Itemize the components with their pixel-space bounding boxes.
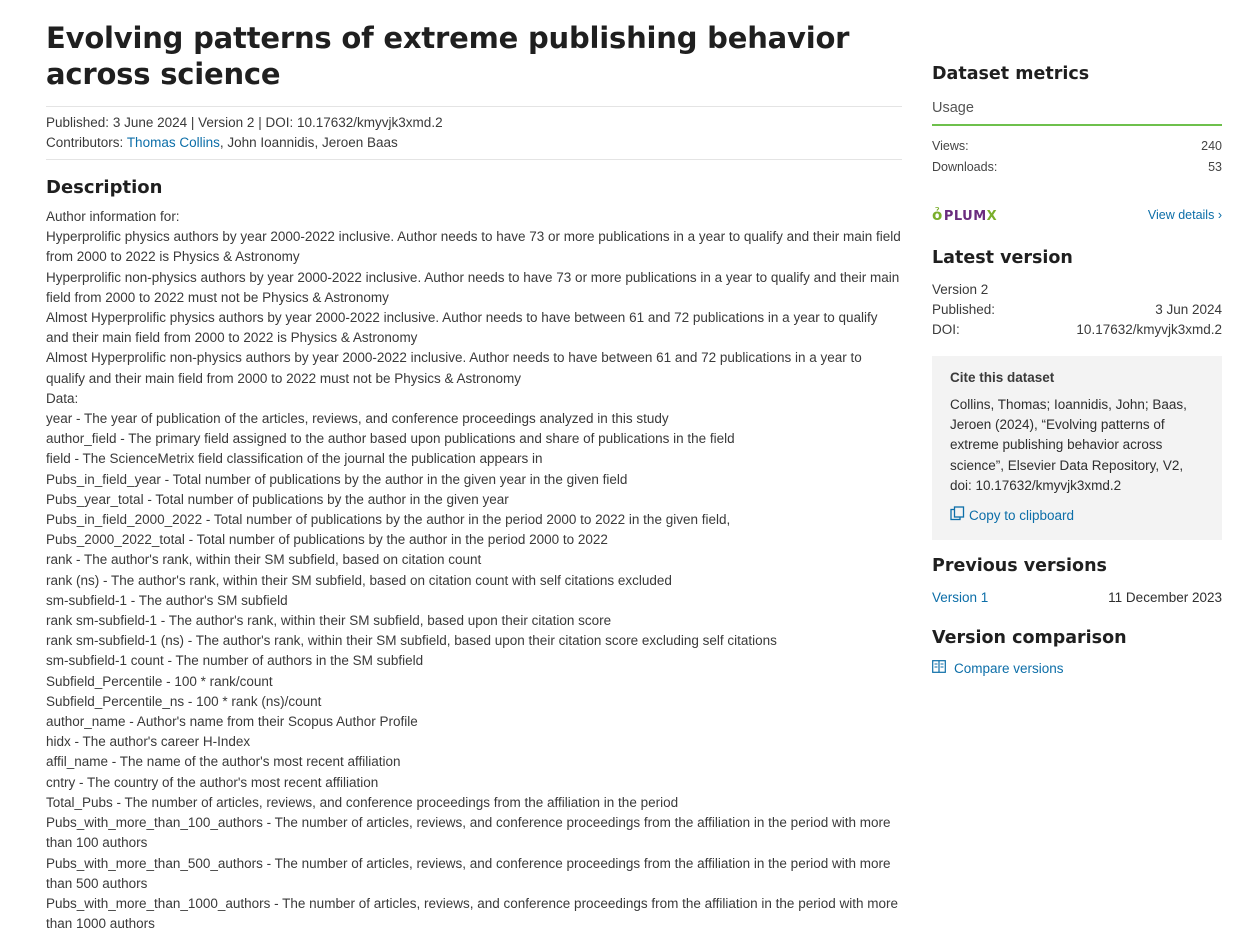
description-line: Pubs_2000_2022_total - Total number of publications by the author in the period 2000 to 2022 <box>46 532 608 548</box>
description-line: Subfield_Percentile_ns - 100 * rank (ns)/count <box>46 693 322 709</box>
view-details-label: View details <box>1147 208 1215 222</box>
views-count: 240 <box>1201 139 1222 153</box>
copy-icon <box>950 506 965 524</box>
doi-label: DOI: <box>265 115 294 130</box>
contributor-name: John Ioannidis <box>227 135 315 150</box>
copy-to-clipboard-button[interactable] <box>950 506 1204 524</box>
description-line: Subfield_Percentile - 100 * rank/count <box>46 673 273 689</box>
version-label: Version 2 <box>198 115 255 130</box>
description-line: Almost Hyperprolific physics authors by year 2000-2022 inclusive. Author needs to have between 61 and 72 publications in a year to qualify and their main field from 2000 to 2022 is Physics & Astronomy <box>46 310 878 346</box>
previous-version-row <box>932 588 1222 608</box>
description-line: sm-subfield-1 - The author's SM subfield <box>46 592 288 608</box>
views-label: Views: <box>932 139 969 153</box>
version-comparison-heading: Version comparison <box>932 628 1127 649</box>
views-row <box>932 136 1222 157</box>
chevron-right-icon: › <box>1217 208 1222 222</box>
copy-label: Copy to clipboard <box>969 507 1075 523</box>
description-line: Pubs_with_more_than_500_authors - The number of articles, reviews, and conference proceedings from the affiliation in the period with more than 500 authors <box>46 855 891 891</box>
description-line: rank sm-subfield-1 (ns) - The author's rank, within their SM subfield, based upon their citation score excluding self citations <box>46 633 777 649</box>
plumx-icon: ỏ <box>932 206 943 224</box>
description-line: Pubs_with_more_than_100_authors - The number of articles, reviews, and conference proceedings from the affiliation in the period with more than 100 authors <box>46 815 891 851</box>
contributors-label: Contributors: <box>46 135 124 150</box>
main-content <box>46 20 902 934</box>
description-line: rank (ns) - The author's rank, within their SM subfield, based on citation count with self citations excluded <box>46 572 672 588</box>
dataset-meta <box>46 106 902 160</box>
latest-doi-value: 10.17632/kmyvjk3xmd.2 <box>1076 322 1222 337</box>
description-line: Data: <box>46 390 79 406</box>
description-line: sm-subfield-1 count - The number of authors in the SM subfield <box>46 653 424 669</box>
description-line: affil_name - The name of the author's most recent affiliation <box>46 754 401 770</box>
description-line: Total_Pubs - The number of articles, reviews, and conference proceedings from the affiliation in the period <box>46 794 679 810</box>
previous-version-date: 11 December 2023 <box>1108 590 1222 606</box>
latest-doi-label: DOI: <box>932 322 960 337</box>
published-date: 3 June 2024 <box>112 115 188 130</box>
tab-usage[interactable]: Usage <box>932 100 1222 126</box>
latest-version-row <box>932 280 1222 300</box>
description-line: Author information for: <box>46 209 180 224</box>
description-line: rank - The author's rank, within their SM subfield, based on citation count <box>46 552 482 568</box>
latest-version-info <box>932 280 1222 340</box>
previous-version-link[interactable]: Version 1 <box>932 590 989 606</box>
cite-heading: Cite this dataset <box>950 370 1055 385</box>
metrics-heading: Dataset metrics <box>932 64 1090 84</box>
latest-published-row <box>932 300 1222 320</box>
description-line: Pubs_with_more_than_1000_authors - The number of articles, reviews, and conference proceedings from the affiliation in the period with more than 1000 authors <box>46 895 898 932</box>
description-body <box>46 207 902 934</box>
doi-value: 10.17632/kmyvjk3xmd.2 <box>297 115 443 130</box>
cite-box <box>932 356 1222 540</box>
downloads-row <box>932 157 1222 178</box>
description-line: author_name - Author's name from their Scopus Author Profile <box>46 714 418 730</box>
plumx-logo: ỏPLUMX <box>932 206 998 224</box>
compare-versions-link[interactable] <box>932 660 1222 676</box>
latest-version-label: Version 2 <box>932 282 989 297</box>
description-line: Hyperprolific non-physics authors by year 2000-2022 inclusive. Author needs to have 73 or more publications in a year to qualify and their main field from 2000 to 2022 must not be Physics & Astronomy <box>46 269 900 305</box>
contributor-link[interactable]: Thomas Collins <box>126 135 220 150</box>
description-line: Pubs_in_field_2000_2022 - Total number of publications by the author in the period 2000 to 2022 in the given field, <box>46 512 731 528</box>
compare-icon <box>932 660 946 676</box>
description-line: hidx - The author's career H-Index <box>46 734 251 750</box>
description-heading: Description <box>46 177 163 198</box>
latest-published-label: Published: <box>932 302 996 317</box>
contributors: Contributors: Thomas Collins, John Ioannidis, Jeroen Baas <box>46 135 398 150</box>
publication-info: Published: 3 June 2024 | Version 2 | DOI: 10.17632/kmyvjk3xmd.2 <box>46 115 443 130</box>
sidebar <box>932 64 1222 676</box>
downloads-label: Downloads: <box>932 160 998 174</box>
latest-version-heading: Latest version <box>932 248 1073 268</box>
page-title: Evolving patterns of extreme publishing behavior across science <box>46 21 850 91</box>
view-details-link[interactable] <box>1148 208 1222 222</box>
description-line: Pubs_in_field_year - Total number of publications by the author in the given year in the given field <box>46 471 628 487</box>
description-line: author_field - The primary field assigned to the author based upon publications and share of publications in the field <box>46 431 735 447</box>
description-line: Pubs_year_total - Total number of publications by the author in the given year <box>46 491 509 507</box>
description-line: Hyperprolific physics authors by year 2000-2022 inclusive. Author needs to have 73 or more publications in a year to qualify and their main field from 2000 to 2022 is Physics & Astronomy <box>46 229 901 265</box>
latest-published-date: 3 Jun 2024 <box>1155 302 1222 317</box>
compare-versions-label: Compare versions <box>954 660 1064 676</box>
description-line: cntry - The country of the author's most recent affiliation <box>46 774 379 790</box>
contributor-name: Jeroen Baas <box>321 135 398 150</box>
latest-doi-row <box>932 320 1222 340</box>
plumx-row <box>932 206 1222 224</box>
downloads-count: 53 <box>1208 160 1222 174</box>
description-line: rank sm-subfield-1 - The author's rank, within their SM subfield, based upon their citation score <box>46 613 612 629</box>
previous-versions-heading: Previous versions <box>932 556 1107 577</box>
description-line: Almost Hyperprolific non-physics authors by year 2000-2022 inclusive. Author needs to have between 61 and 72 publications in a year to qualify and their main field from 2000 to 2022 must not be Physics & Astronomy <box>46 350 862 386</box>
citation-text: Collins, Thomas; Ioannidis, John; Baas, Jeroen (2024), “Evolving patterns of extreme publishing behavior across science”, Elsevier Data Repository, V2, doi: 10.17632/kmyvjk3xmd.2 <box>950 397 1187 493</box>
description-line: year - The year of publication of the articles, reviews, and conference proceedings analyzed in this study <box>46 411 669 427</box>
description-line: field - The ScienceMetrix field classification of the journal the publication appears in <box>46 451 543 467</box>
published-label: Published: <box>46 115 110 130</box>
